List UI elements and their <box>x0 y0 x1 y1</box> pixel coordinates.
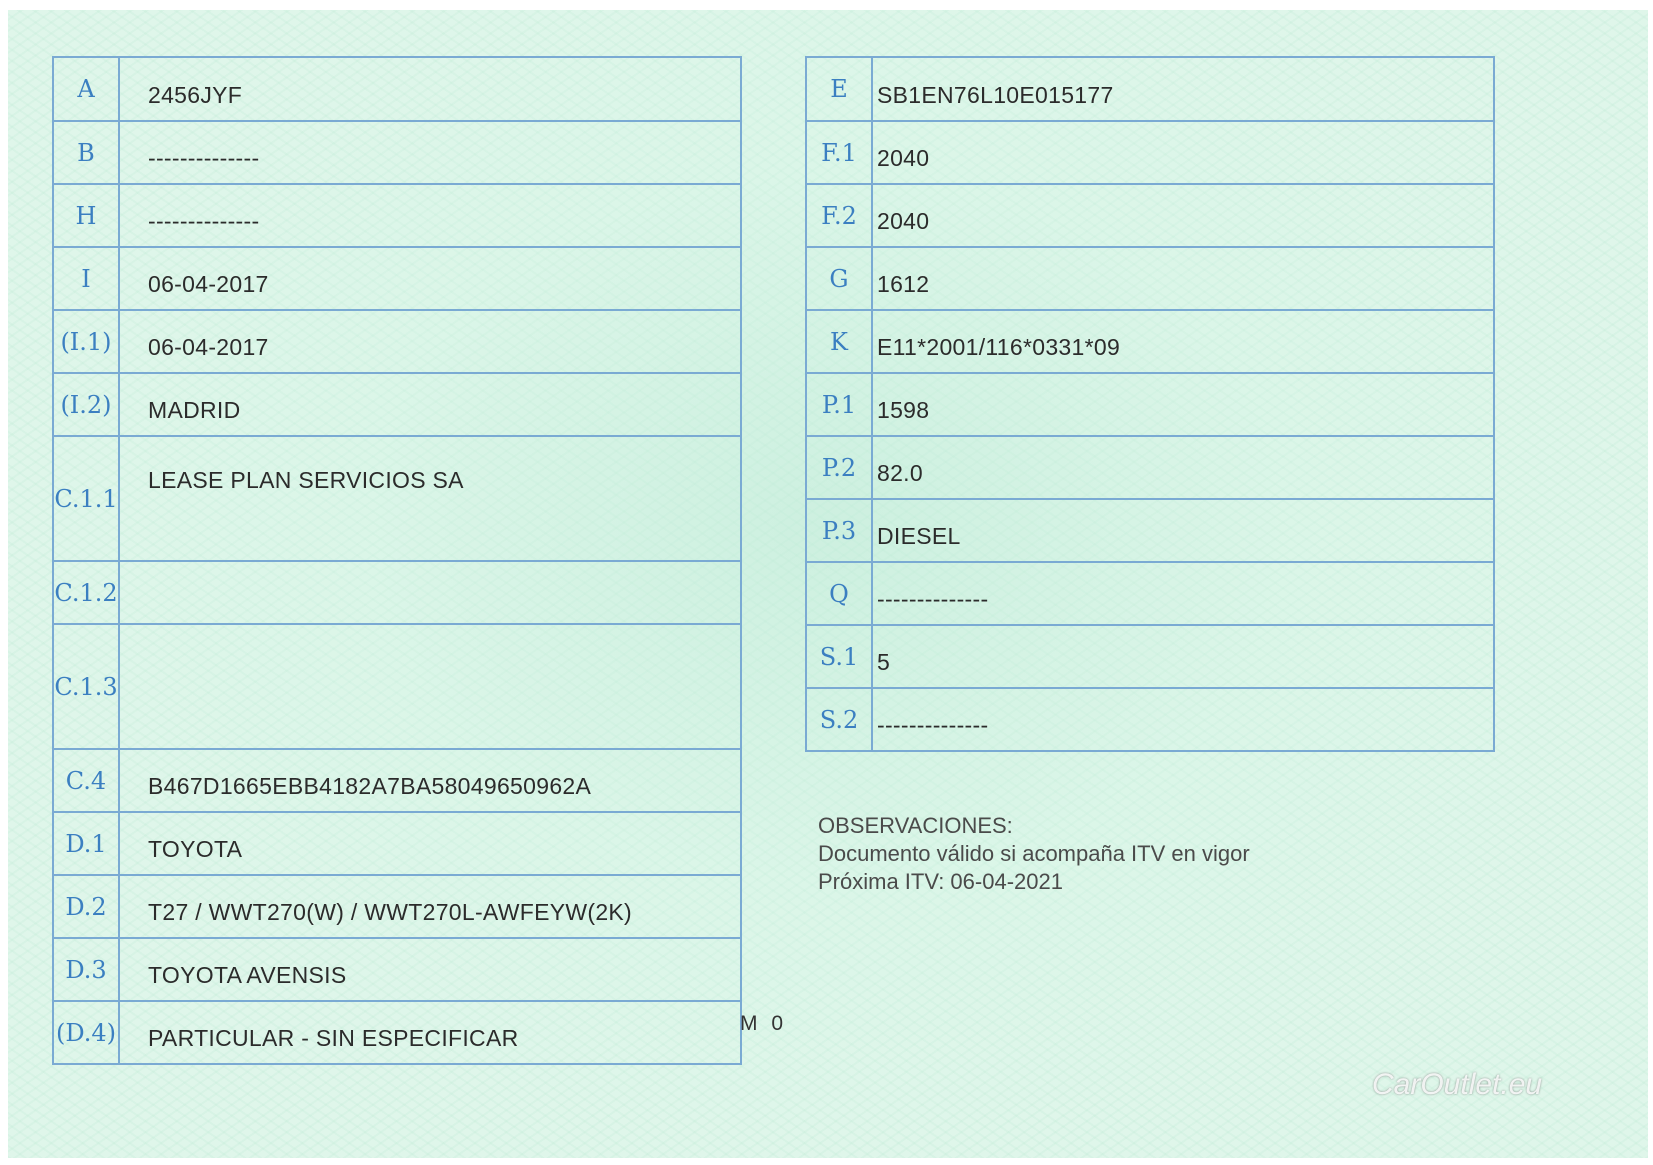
field-code: C.1.1 <box>53 436 119 561</box>
field-value: -------------- <box>872 688 1494 751</box>
field-code: A <box>53 57 119 121</box>
field-value: 1612 <box>872 247 1494 310</box>
field-value: SB1EN76L10E015177 <box>872 57 1494 121</box>
field-row-d4 <box>53 1001 741 1064</box>
field-row-c4 <box>53 749 741 812</box>
field-row-k <box>806 310 1494 373</box>
field-code: C.4 <box>53 749 119 812</box>
field-value: -------------- <box>872 562 1494 625</box>
field-row-p3 <box>806 499 1494 562</box>
field-value: T27 / WWT270(W) / WWT270L-AWFEYW(2K) <box>119 875 741 938</box>
field-code: E <box>806 57 872 121</box>
field-row-h <box>53 184 741 247</box>
field-row-i2 <box>53 373 741 436</box>
category-mark: M 0 <box>740 1012 788 1035</box>
field-row-e <box>806 57 1494 121</box>
field-code: (D.4) <box>53 1001 119 1064</box>
left-fields-table <box>52 56 742 1065</box>
field-row-g <box>806 247 1494 310</box>
field-code: P.3 <box>806 499 872 562</box>
field-code: (I.1) <box>53 310 119 373</box>
field-value: MADRID <box>119 373 741 436</box>
field-value: 5 <box>872 625 1494 688</box>
watermark: CarOutlet.eu <box>1372 1068 1543 1101</box>
observations-line: Documento válido si acompaña ITV en vigor <box>818 841 1250 866</box>
field-code: G <box>806 247 872 310</box>
field-value: 06-04-2017 <box>119 310 741 373</box>
field-row-d2 <box>53 875 741 938</box>
field-row-d1 <box>53 812 741 875</box>
field-row-a <box>53 57 741 121</box>
field-value: 2456JYF <box>119 57 741 121</box>
field-row-d3 <box>53 938 741 1001</box>
field-row-i1 <box>53 310 741 373</box>
field-row-c13 <box>53 624 741 749</box>
field-value <box>119 624 741 749</box>
field-code: C.1.3 <box>53 624 119 749</box>
field-value: TOYOTA AVENSIS <box>119 938 741 1001</box>
field-value: E11*2001/116*0331*09 <box>872 310 1494 373</box>
field-row-f2 <box>806 184 1494 247</box>
field-row-b <box>53 121 741 184</box>
field-code: C.1.2 <box>53 561 119 624</box>
field-code: Q <box>806 562 872 625</box>
field-code: D.2 <box>53 875 119 938</box>
field-row-p2 <box>806 436 1494 499</box>
field-row-c12 <box>53 561 741 624</box>
field-value: 1598 <box>872 373 1494 436</box>
field-code: (I.2) <box>53 373 119 436</box>
field-value: LEASE PLAN SERVICIOS SA <box>119 436 741 561</box>
field-code: H <box>53 184 119 247</box>
field-value: 82.0 <box>872 436 1494 499</box>
field-value: 06-04-2017 <box>119 247 741 310</box>
field-value: PARTICULAR - SIN ESPECIFICAR <box>119 1001 741 1064</box>
field-value <box>119 561 741 624</box>
field-value: -------------- <box>119 121 741 184</box>
field-row-p1 <box>806 373 1494 436</box>
field-row-i <box>53 247 741 310</box>
field-row-s2 <box>806 688 1494 751</box>
field-code: F.2 <box>806 184 872 247</box>
field-code: K <box>806 310 872 373</box>
field-value: TOYOTA <box>119 812 741 875</box>
observations-block <box>818 812 1518 896</box>
field-value: 2040 <box>872 184 1494 247</box>
field-code: P.2 <box>806 436 872 499</box>
field-value: -------------- <box>119 184 741 247</box>
field-code: D.3 <box>53 938 119 1001</box>
observations-heading: OBSERVACIONES: <box>818 813 1013 838</box>
field-code: P.1 <box>806 373 872 436</box>
field-code: I <box>53 247 119 310</box>
field-value: DIESEL <box>872 499 1494 562</box>
field-row-c11 <box>53 436 741 561</box>
field-value: 2040 <box>872 121 1494 184</box>
field-row-f1 <box>806 121 1494 184</box>
field-row-s1 <box>806 625 1494 688</box>
field-code: F.1 <box>806 121 872 184</box>
field-code: S.2 <box>806 688 872 751</box>
field-value: B467D1665EBB4182A7BA58049650962A <box>119 749 741 812</box>
field-code: B <box>53 121 119 184</box>
field-row-q <box>806 562 1494 625</box>
right-fields-table <box>805 56 1495 752</box>
field-code: D.1 <box>53 812 119 875</box>
observations-line: Próxima ITV: 06-04-2021 <box>818 869 1063 894</box>
field-code: S.1 <box>806 625 872 688</box>
